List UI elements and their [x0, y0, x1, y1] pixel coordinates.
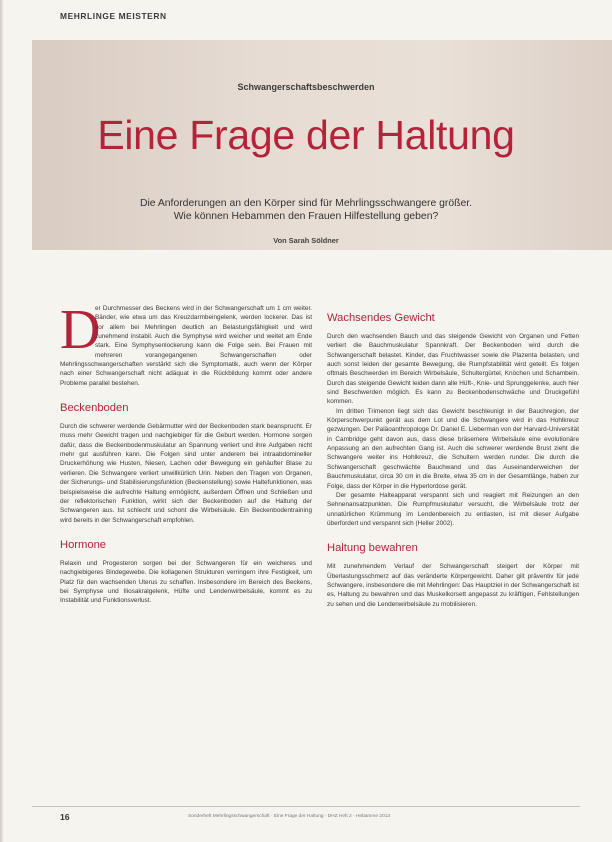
section-heading-beckenboden: Beckenboden [60, 402, 129, 415]
haltung-paragraph: Mit zunehmendem Verlauf der Schwangerschaft steigert der Körper mit Überlastungsschmerz auf das veränderte Körpergewicht. Daher gilt präventiv für jede Schwangere, insbesondere die mit Mehrlingen: Das Hauptziel in der Schwangerschaft ist es, Haltung zu bewahren und das Muskelkorsett angepasst zu kräftigen, Fehlstellungen zu sehen und die Lendenwirbelsäule zu mobilisieren. [327, 563, 579, 608]
subline-line-2: Wie können Hebammen den Frauen Hilfestellung geben? [173, 211, 439, 222]
article-author: Von Sarah Söldner [273, 236, 339, 245]
right-column [327, 312, 579, 609]
page-number: 16 [60, 812, 70, 822]
footer-rule [32, 806, 580, 807]
article-headline: Eine Frage der Haltung [97, 112, 515, 158]
hormone-paragraph: Relaxin und Progesteron sorgen bei der Schwangeren für ein weicheres und nachgiebigeres Bindegewebe. Die kollagenen Strukturen verringern ihre Festigkeit, um Platz für den wachsenden Uterus zu schaffen. Insbesondere im Bereich des Beckens, bei Symphyse und Iliosakralgelenk, Hüfte und Lendenwirbelsäule, kommt es zu Instabilität und Funktionsverlust. [60, 559, 312, 605]
subline-line-1: Die Anforderungen an den Körper sind für Mehrlingsschwangere größer. [139, 198, 473, 209]
section-heading-gewicht: Wachsendes Gewicht [327, 312, 435, 324]
beckenboden-paragraph: Durch die schwerer werdende Gebärmutter wird der Beckenboden stark beansprucht. Er muss mehr Gewicht tragen und nachgiebiger für die Geburt werden. Hormone sorgen dafür, dass die Beckenbodenmuskulatur an Spannung verliert und ihre Aufgaben nicht mehr gut ausführen kann. Die Folgen sind unter anderem bei intraabdomineller Druckerhöhung wie Husten, Niesen, Lachen oder Bewegung ein gehäufter Blase zu verlieren. Die Schwangere verliert unwillkürlich Urin. Neben den Tragen von Organen, der Sicherungs- und Stabilisierungsfunktion (Beckenstellung) sowie Haltefunktionen, was beispielsweise die aufrechte Haltung ermöglicht, außerdem Öffnen und Schließen und der reflektorischen Funktion, wirkt sich der Beckenboden auf die Haltung der Schwangeren aus. Ist schlecht und schont die Wirbelsäule. Ein Beckenbodentraining wird bereits in der Schwangerschaft empfohlen. [60, 423, 312, 524]
gewicht-paragraph-1: Durch den wachsenden Bauch und das steigende Gewicht von Organen und Fetten verliert die Bauchmuskulatur Spannkraft. Der Beckenboden wird durch die Schwangerschaft belastet. Kinder, das Fruchtwasser sowie die Plazenta belasten, und auch sonst leiden der gesamte Bewegung, die Rumpfstabilität wird geteilt. Es folgen oftmals Beschwerden im Bereich Wirbelsäule, Schultergürtel, Knöchen und Schambein. Durch das steigende Gewicht leiden dann alle Hüft-, Knie- und Sprunggelenke, auch hier sind Beschwerden möglich. Es kann zu Beckenbodenschwäche und Druckgefühl kommen. [327, 333, 579, 406]
footer-text: Sonderheft Mehrlingsschwangerschaft · Eine Frage der Haltung · DHZ Heft 2 · Hebamme 2013 [188, 814, 391, 819]
section-heading-haltung: Haltung bewahren [327, 542, 418, 555]
section-heading-hormone: Hormone [60, 538, 107, 551]
left-column [60, 299, 312, 606]
intro-paragraph: er Durchmesser des Beckens wird in der Schwangerschaft um 1 cm weiter. Bänder, wie etwa um das Kreuzdarmbeingelenk, werden lockerer. Das ist vor allem bei Mehrlingen deutlich an Belastungsfähigkeit und wird zunehmend instabil. Auch die Symphyse wird weicher und weitet am Ende stark. Eine Symphysenlockerung kann die Folge sein. Bei Frauen mit mehreren vorangegangenen Schwangerschaften oder Mehrlingsschwangerschaften verstärkt sich die Symptomatik, auch wenn der Körper nach einer Schwangerschaft nicht adäquat in die Rückbildung kommt oder andere Probleme parallel bestehen. [60, 305, 312, 387]
article-kicker: Schwangerschaftsbeschwerden [237, 82, 375, 92]
gewicht-paragraph-2: Im dritten Trimenon liegt sich das Gewicht beschleunigt in der Bauchregion, der Körperschwerpunkt gerät aus dem Lot und die Schwangere wird in das Hohlkreuz gezwungen. Der Paläoanthropologe Dr. Daniel E. Lieberman von der Harvard-Universität in Cambridge geht davon aus, dass diese bräsemere Wirbelsäule eine evolutionäre Anpassung an den aufrechten Gang ist. Auch die schwerer werdende Brust zieht die Schwangere weiter ins Hohlkreuz, die Schultern werden runder. Die durch die Schwangerschaft geschwächte Bauchwand und das Auseinanderweichen der Bauchmuskulatur, circa 30 cm in die Breite, etwa 35 cm in der Gesamtlänge, haben zur Folge, dass der Körper in die Hyperlordose gerät. [327, 407, 579, 490]
article-subline [0, 197, 612, 223]
gewicht-paragraph-3: Der gesamte Halteapparat verspannt sich und reagiert mit Reizungen an den Sehnenansatzpunkten. Die Rumpfmuskulatur versucht, die Wirbelsäule trotz der unnatürlichen Krümmung im Lendenbereich zu entlasten, ist mit dieser Aufgabe überfordert und verspannt sich (Heller 2002). [327, 491, 579, 527]
drop-cap: D [60, 299, 101, 361]
running-head: MEHRLINGE MEISTERN [60, 11, 167, 21]
